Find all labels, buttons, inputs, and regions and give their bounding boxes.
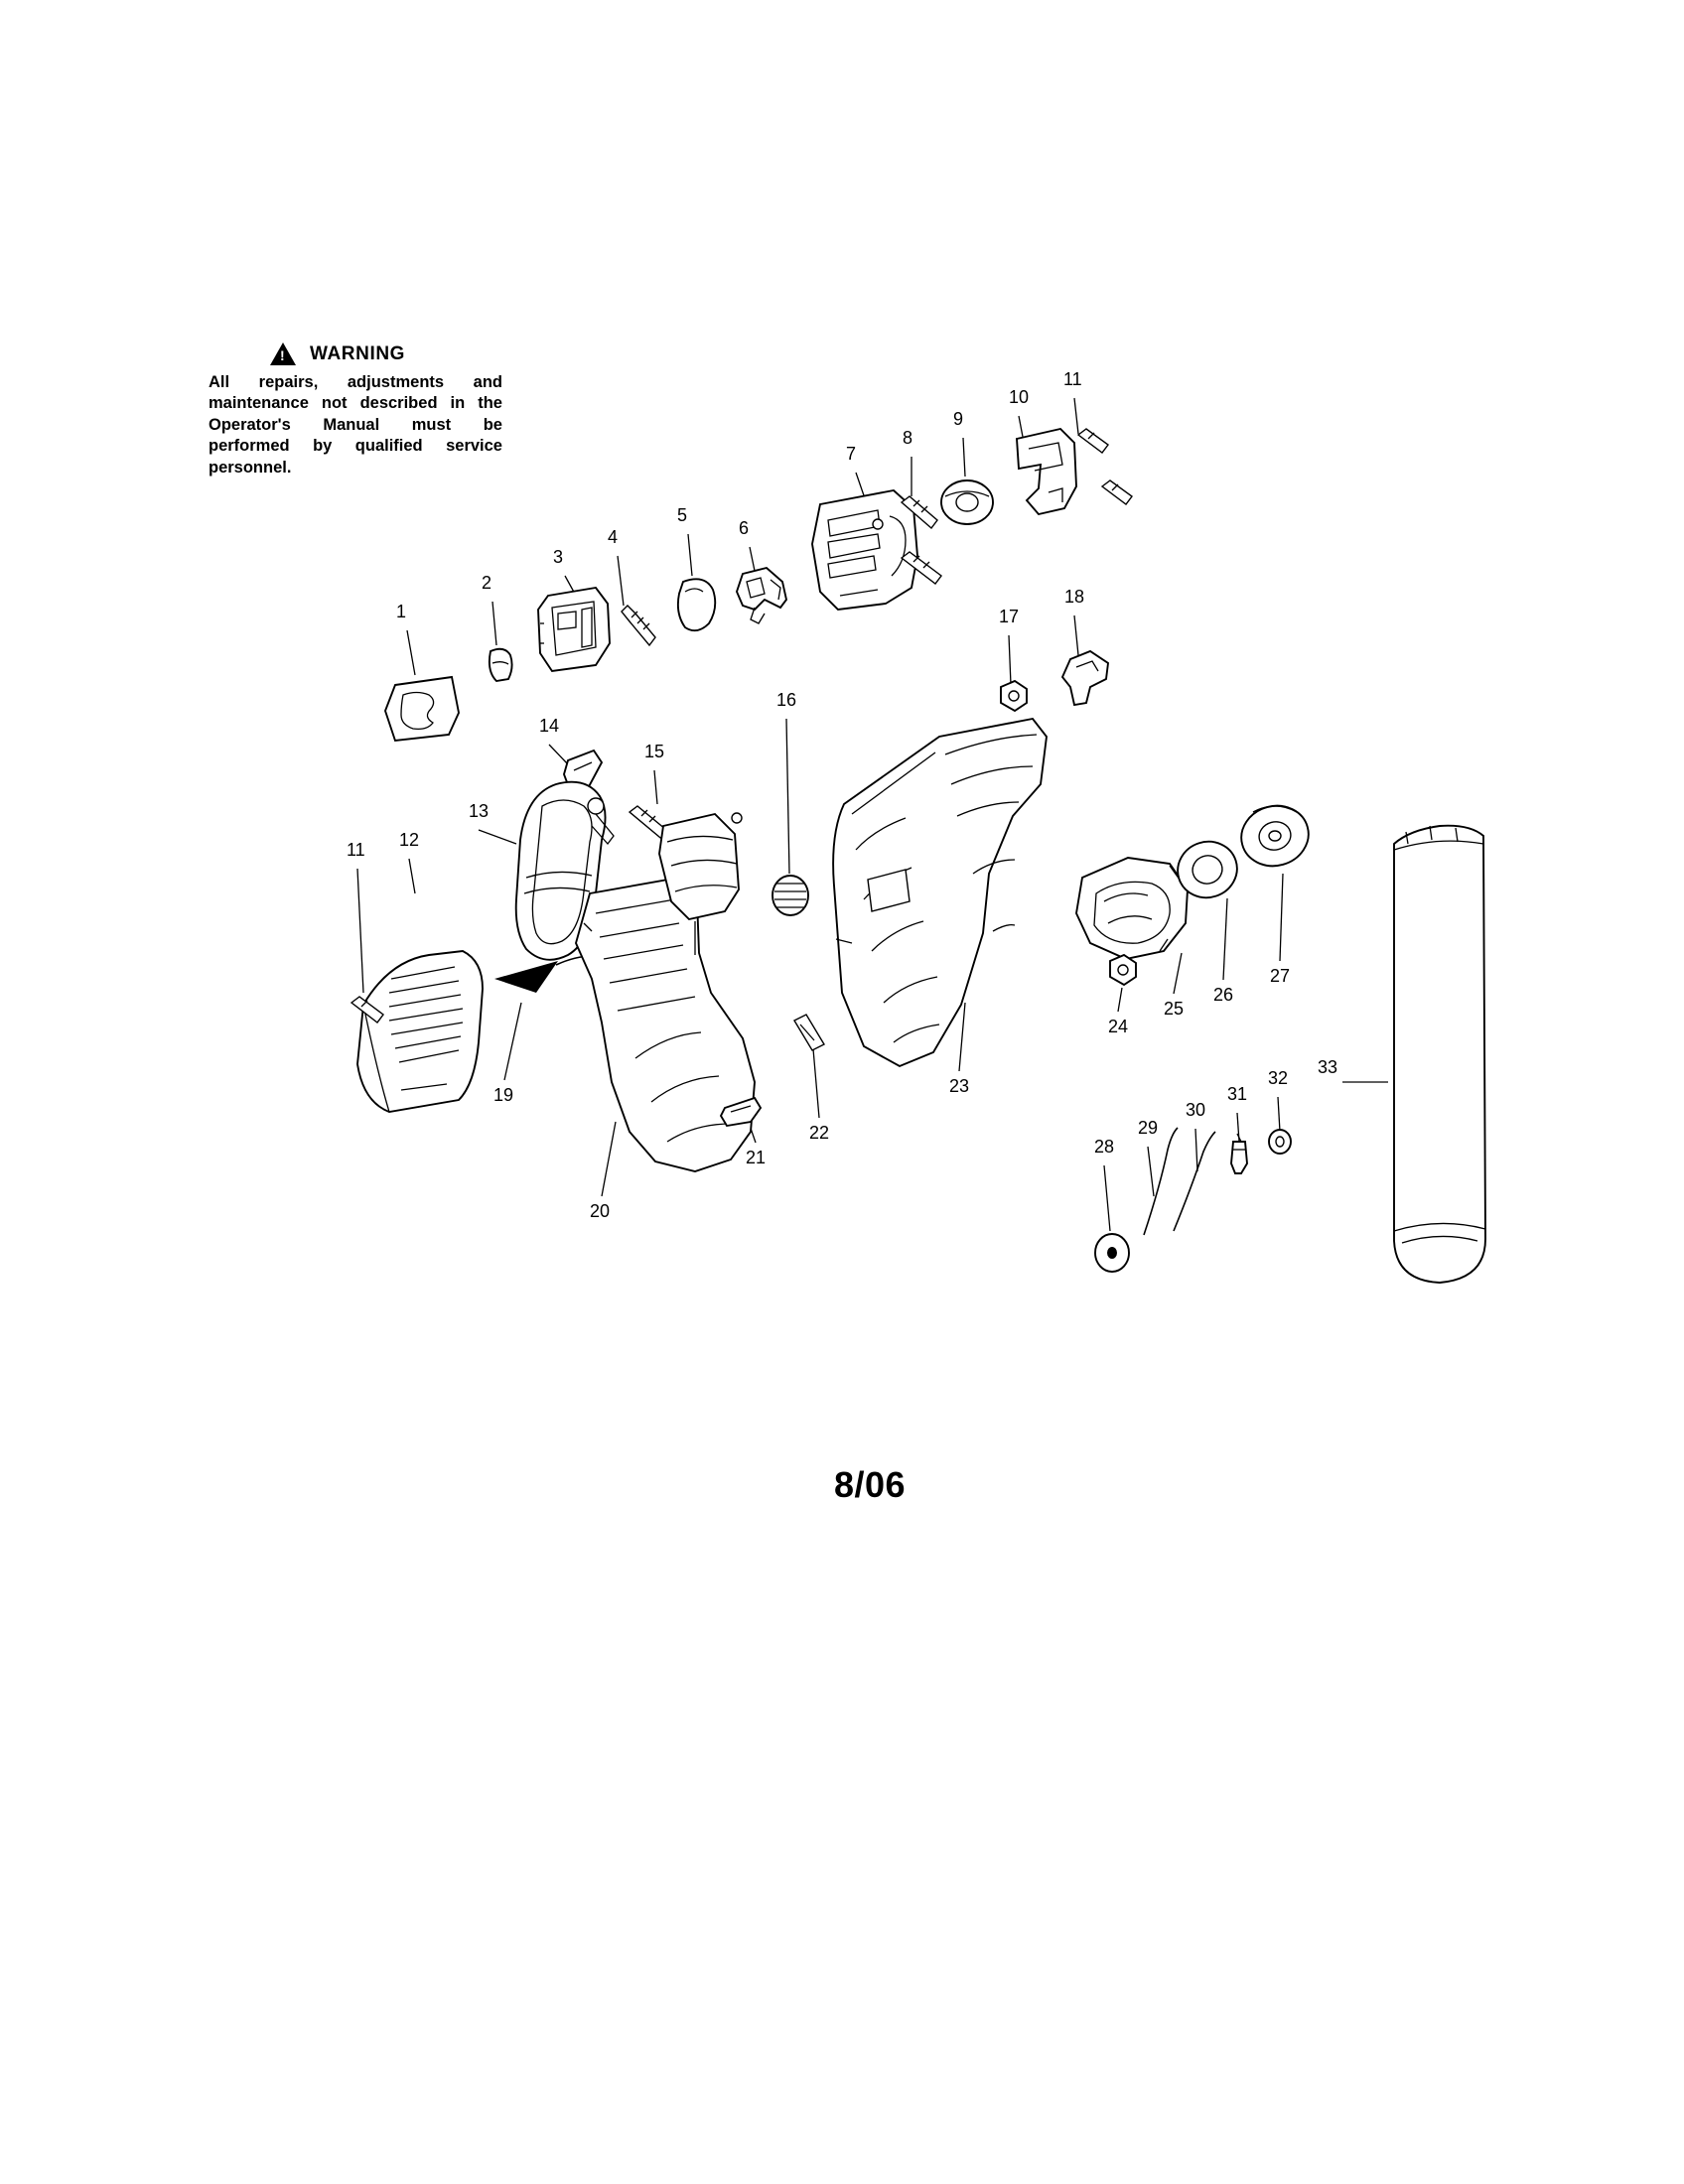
part-16-shape xyxy=(772,876,808,915)
warning-title: WARNING xyxy=(310,342,406,364)
part-3-shape xyxy=(538,588,610,671)
callout-24: 24 xyxy=(1108,1017,1129,1036)
part-5-shape xyxy=(678,579,715,630)
part-22-shape xyxy=(794,1015,824,1050)
callout-18: 18 xyxy=(1064,587,1085,607)
part-27-shape xyxy=(1234,798,1315,874)
callout-31: 31 xyxy=(1227,1084,1248,1104)
callout-25: 25 xyxy=(1164,999,1185,1019)
callout-27: 27 xyxy=(1270,966,1291,986)
callout-11-left: 11 xyxy=(347,840,365,860)
callout-10: 10 xyxy=(1009,387,1030,407)
callout-19: 19 xyxy=(493,1085,514,1105)
part-9-shape xyxy=(941,480,993,524)
part-17-shape xyxy=(1001,681,1027,711)
callout-33: 33 xyxy=(1318,1057,1338,1077)
callout-6: 6 xyxy=(739,518,750,538)
part-24-shape xyxy=(1110,955,1136,985)
part-12-shape xyxy=(357,951,483,1112)
callout-9: 9 xyxy=(953,409,964,429)
callout-28: 28 xyxy=(1094,1137,1115,1157)
part-33-shape xyxy=(1394,826,1485,1283)
callout-23: 23 xyxy=(949,1076,970,1096)
warning-body-text: All repairs, adjustments and maintenance not described in the Operator's Manual must be performed by qualified service personnel. xyxy=(209,373,502,477)
callout-8: 8 xyxy=(903,428,913,448)
callout-11-top: 11 xyxy=(1063,369,1082,389)
callout-26: 26 xyxy=(1213,985,1234,1005)
date-stamp: 8/06 xyxy=(834,1464,907,1505)
part-32-shape xyxy=(1269,1130,1291,1154)
callout-1: 1 xyxy=(396,602,407,621)
part-6-shape xyxy=(737,568,786,623)
part-1-shape xyxy=(385,677,459,741)
part-7-shape xyxy=(812,490,917,610)
callout-32: 32 xyxy=(1268,1068,1289,1088)
part-11-top-shape xyxy=(1078,429,1132,504)
callout-20: 20 xyxy=(590,1201,611,1221)
callout-7: 7 xyxy=(846,444,857,464)
callout-30: 30 xyxy=(1186,1100,1206,1120)
callout-15: 15 xyxy=(644,742,665,761)
part-4-shape xyxy=(622,606,655,645)
part-2-shape xyxy=(490,649,512,681)
callout-16: 16 xyxy=(776,690,797,710)
part-10-shape xyxy=(1017,429,1076,514)
callout-3: 3 xyxy=(553,547,564,567)
callout-2: 2 xyxy=(482,573,492,593)
callout-5: 5 xyxy=(677,505,688,525)
callout-14: 14 xyxy=(539,716,560,736)
part-29-30-shape xyxy=(1144,1128,1215,1235)
callout-29: 29 xyxy=(1138,1118,1159,1138)
part-28-shape xyxy=(1095,1234,1129,1272)
callout-21: 21 xyxy=(746,1148,767,1167)
callout-12: 12 xyxy=(399,830,420,850)
callout-17: 17 xyxy=(999,607,1020,626)
part-18-shape xyxy=(1062,651,1108,705)
callout-22: 22 xyxy=(809,1123,830,1143)
callout-4: 4 xyxy=(608,527,619,547)
part-23-shape xyxy=(833,719,1047,1066)
part-25-shape xyxy=(1076,858,1188,959)
callout-13: 13 xyxy=(469,801,490,821)
